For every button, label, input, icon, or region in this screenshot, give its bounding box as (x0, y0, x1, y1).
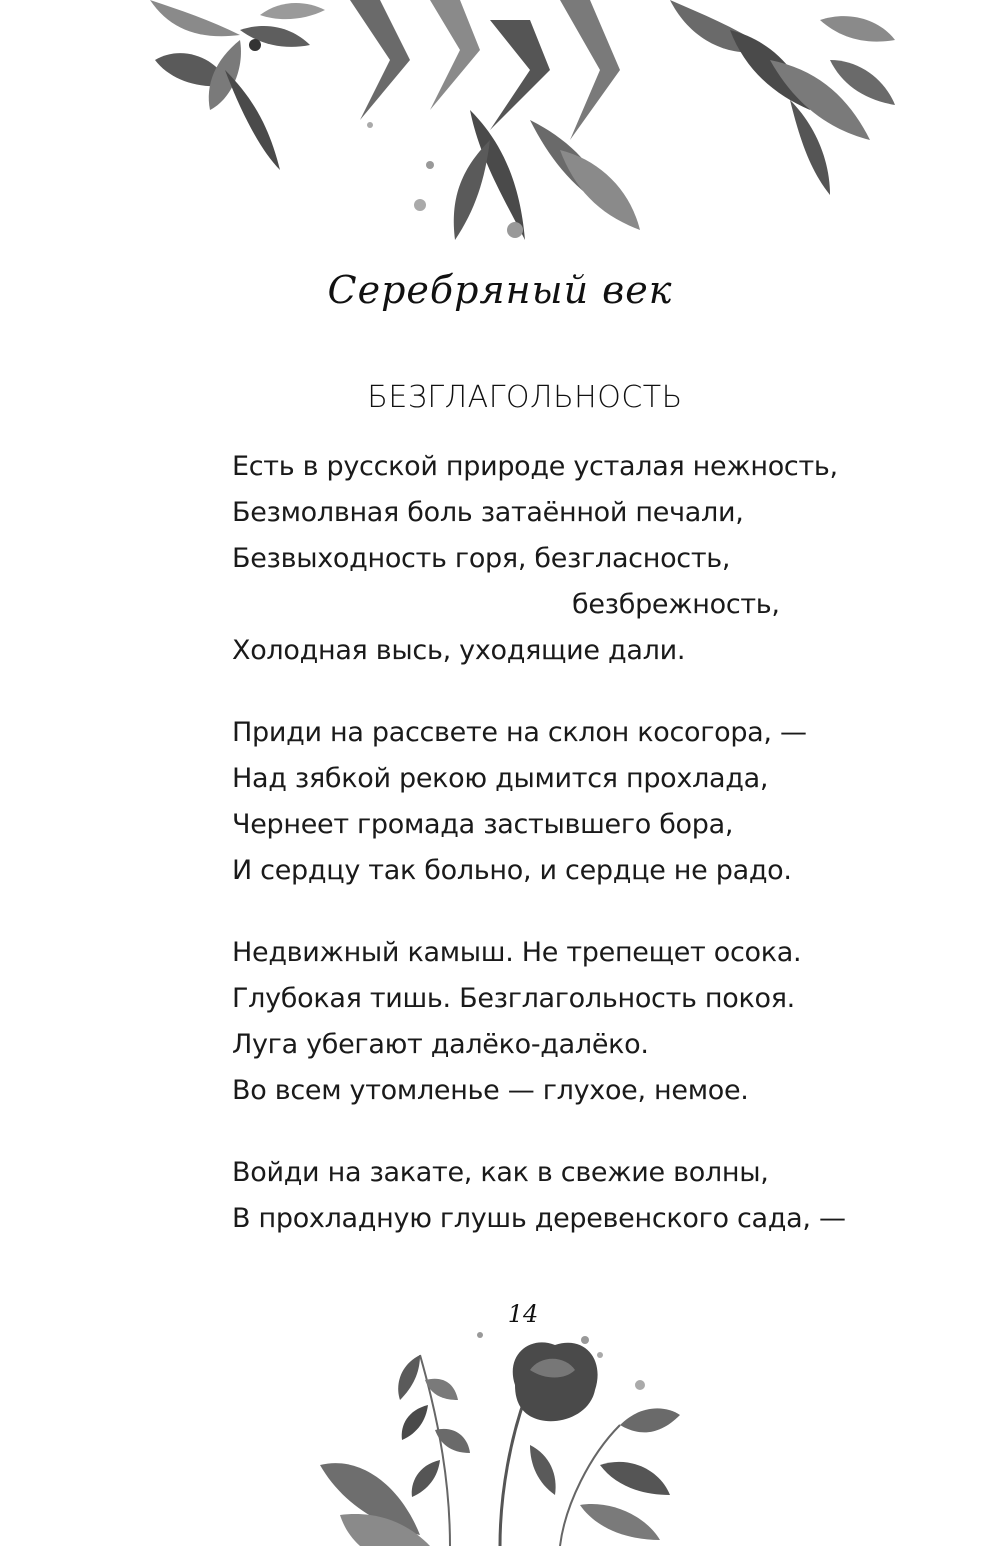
poem-line: Холодная высь, уходящие дали. (232, 635, 686, 666)
poem-line: Есть в русской природе усталая нежность, (232, 451, 838, 482)
stanza (232, 930, 872, 1114)
poem-title: БЕЗГЛАГОЛЬНОСТЬ (367, 380, 683, 415)
stanza (232, 710, 872, 894)
poem-line: Безвыходность горя, безгласность, (232, 543, 731, 574)
poem-line: Глубокая тишь. Безглагольность покоя. (232, 983, 795, 1014)
flower-bouquet-bottom-icon (300, 1315, 700, 1546)
poem-line: Недвижный камыш. Не трепещет осока. (232, 937, 802, 968)
poem-body (232, 444, 872, 1278)
poem-line-continuation: безбрежность, (572, 589, 780, 620)
page-number: 14 (507, 1300, 539, 1328)
poem-line: Безмолвная боль затаённой печали, (232, 497, 744, 528)
poem-line: И сердцу так больно, и сердце не радо. (232, 855, 792, 886)
stanza (232, 1150, 872, 1242)
poem-line: Во всем утомленье — глухое, немое. (232, 1075, 749, 1106)
poem-line: Войди на закате, как в свежие волны, (232, 1157, 769, 1188)
leaves-border-top-icon (130, 0, 900, 260)
running-head: Серебряный век (327, 268, 673, 312)
stanza (232, 444, 872, 674)
poem-line: Чернеет громада застывшего бора, (232, 809, 734, 840)
poem-line: В прохладную глушь деревенского сада, — (232, 1203, 846, 1234)
poem-line: Луга убегают далёко-далёко. (232, 1029, 649, 1060)
poem-line: Над зябкой рекою дымится прохлада, (232, 763, 769, 794)
poem-line: Приди на рассвете на склон косогора, — (232, 717, 807, 748)
